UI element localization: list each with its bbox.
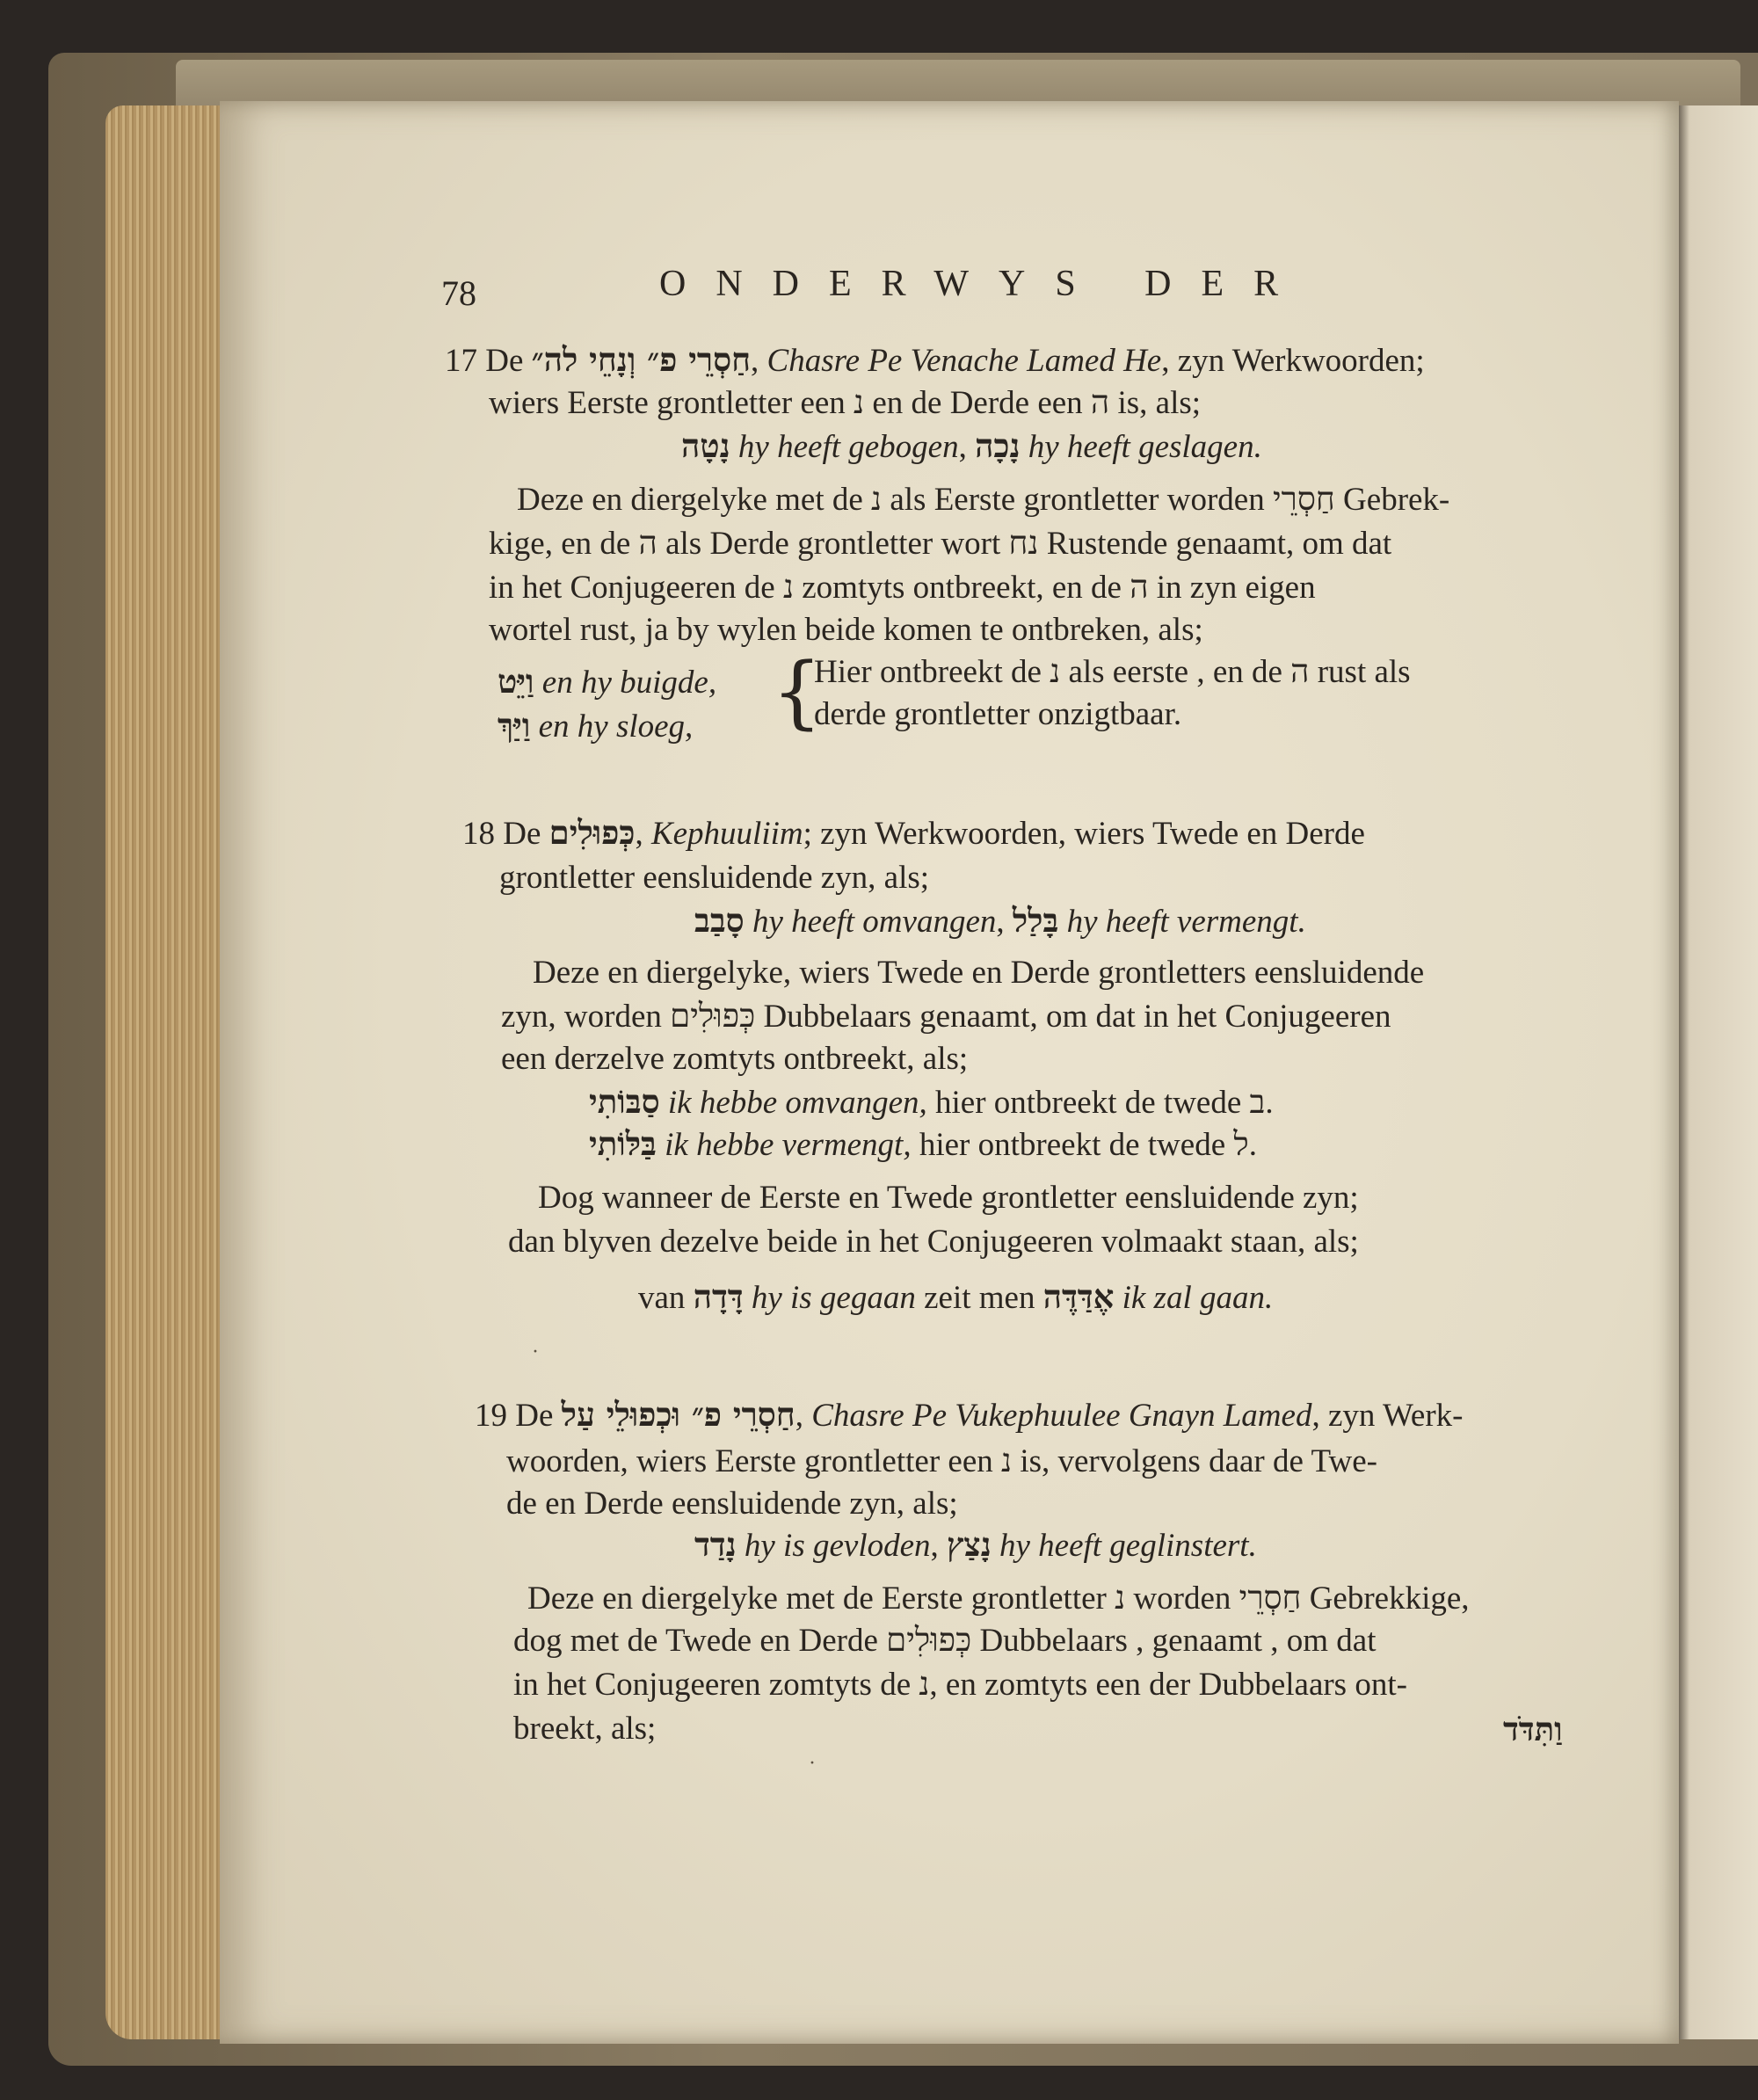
section-19-line-1: 19 De חַסְרֵי פ״ וּכְפוּלֵי עַל, Chasre Pe Vukephuulee Gnayn Lamed, zyn Werk- <box>475 1395 1464 1434</box>
example-translation: ik hebbe vermengt, <box>665 1127 912 1163</box>
example-translation: hy heeft vermengt. <box>1066 904 1306 940</box>
section-17-para-line-1: Deze en diergelyke met de נ als Eerste grontletter worden חַסְרֵי Gebrek- <box>517 482 1450 518</box>
line-tail: , zyn Werk- <box>1311 1398 1464 1434</box>
book-page <box>220 101 1679 2044</box>
section-17-para-line-4: wortel rust, ja by wylen beide komen te ontbreken, als; <box>489 612 1203 648</box>
section-18-para-line-3: een derzelve zomtyts ontbreekt, als; <box>501 1041 969 1077</box>
hebrew-example: וַיֵּט <box>498 662 534 701</box>
hebrew-example: סָבַב <box>694 901 745 940</box>
example-translation: en hy buigde, <box>541 665 717 701</box>
section-18-line-1: 18 De כְּפוּלִים, Kephuuliim; zyn Werkwoorden, wiers Twede en Derde <box>462 813 1365 852</box>
transliteration: Kephuuliim <box>650 816 803 852</box>
page-edges <box>105 105 229 2039</box>
section-19-line-2: woorden, wiers Eerste grontletter een נ is, vervolgens daar de Twe- <box>506 1443 1377 1479</box>
transliteration: Chasre Pe Vukephuulee Gnayn Lamed <box>811 1398 1312 1434</box>
section-18-examples: סָבַב hy heeft omvangen, בָּלַל hy heeft vermengt. <box>694 901 1306 940</box>
section-18-example-1 <box>589 1082 1274 1123</box>
example-translation: hy heeft geglinstert. <box>999 1528 1257 1564</box>
line-tail: , zyn Werkwoorden; <box>1161 343 1425 379</box>
section-17-line-1: 17 De חַסְרֵי פ״ וְנָחֵי לה״, Chasre Pe Venache Lamed He, zyn Werkwoorden; <box>445 340 1425 379</box>
brace-note-line-2: derde grontletter onzigtbaar. <box>814 696 1182 732</box>
example-translation: hy is gevloden <box>744 1528 931 1564</box>
section-number: 18 <box>462 816 495 852</box>
example-translation: hy heeft gebogen <box>737 429 959 465</box>
section-18-para-line-1: Deze en diergelyke, wiers Twede en Derde grontletters eensluidende <box>533 955 1425 991</box>
word-van: van <box>638 1280 686 1316</box>
ink-speck: · <box>532 1341 539 1363</box>
section-17-para-line-2: kige, en de ה als Derde grontletter wort נח Rustende genaamt, om dat <box>489 526 1392 562</box>
hebrew-example: סַבּוֹתִי <box>589 1082 660 1121</box>
section-18-example-2 <box>589 1124 1257 1165</box>
hebrew-example: נָכָה <box>975 426 1021 465</box>
hebrew-term: חַסְרֵי פ״ וּכְפוּלֵי עַל <box>561 1395 795 1434</box>
ink-speck: · <box>809 1752 816 1775</box>
catchword: וַתִּדֹּד <box>1503 1710 1563 1748</box>
hebrew-example: בַּלּוֹתִי <box>589 1124 657 1163</box>
hebrew-term: חַסְרֵי פ״ וְנָחֵי לה״ <box>531 340 752 379</box>
example-note: hier ontbreekt de twede ב. <box>935 1085 1274 1121</box>
hebrew-example: נָצַץ <box>947 1525 992 1564</box>
brace-note-line-1: Hier ontbreekt de נ als eerste , en de ה rust als <box>814 654 1411 690</box>
section-18-para-line-2: zyn, worden כְּפוּלִים Dubbelaars genaamt, om dat in het Conjugeeren <box>501 999 1391 1035</box>
section-19-para-line-4: breekt, als; <box>513 1711 657 1747</box>
page-number: 78 <box>441 273 476 313</box>
section-18-para2-line-1: Dog wanneer de Eerste en Twede grontletter eensluidende zyn; <box>538 1180 1359 1216</box>
hebrew-term: כְּפוּלִים <box>548 813 636 852</box>
example-translation: hy is gegaan <box>751 1280 916 1316</box>
example-translation: ik zal gaan. <box>1122 1280 1274 1316</box>
brace-example-1 <box>498 662 716 702</box>
section-de: De <box>515 1398 554 1434</box>
example-translation: hy heeft omvangen <box>752 904 997 940</box>
brace-example-2 <box>498 706 693 746</box>
section-de: De <box>485 343 524 379</box>
section-number: 17 <box>445 343 477 379</box>
section-19-para-line-1: Deze en diergelyke met de Eerste grontletter נ worden חַסְרֵי Gebrekkige, <box>527 1580 1470 1617</box>
hebrew-example: דָּדָה <box>693 1277 744 1316</box>
section-de: De <box>503 816 541 852</box>
hebrew-example: אֶדַּדֶּה <box>1042 1277 1115 1316</box>
hebrew-example: נָטָה <box>681 426 730 465</box>
section-18-gaan-example <box>638 1277 1273 1318</box>
section-17-examples: נָטָה hy heeft gebogen, נָכָה hy heeft geslagen. <box>681 426 1262 465</box>
section-19-para-line-3: in het Conjugeeren zomtyts de נ, en zomtyts een der Dubbelaars ont- <box>513 1667 1407 1703</box>
hebrew-example: וַיַּךְ <box>498 706 531 745</box>
facing-page-edge <box>1674 105 1758 2039</box>
example-translation: ik hebbe omvangen, <box>667 1085 927 1121</box>
example-note: hier ontbreekt de twede ל. <box>919 1127 1257 1163</box>
section-number: 19 <box>475 1398 507 1434</box>
section-19-line-3: de en Derde eensluidende zyn, als; <box>506 1486 958 1522</box>
section-17-line-2: wiers Eerste grontletter een נ en de Derde een ה is, als; <box>489 385 1202 421</box>
section-19-examples: נָדַד hy is gevloden, נָצַץ hy heeft geglinstert. <box>694 1525 1257 1564</box>
running-title: ONDERWYS DER <box>659 264 1309 304</box>
curly-brace: { <box>772 646 823 738</box>
section-18-line-2: grontletter eensluidende zyn, als; <box>499 860 930 896</box>
hebrew-example: נָדַד <box>694 1525 737 1564</box>
hebrew-example: בָּלַל <box>1012 901 1059 940</box>
section-19-para-line-2: dog met de Twede en Derde כְּפוּלִים Dubbelaars , genaamt , om dat <box>513 1623 1377 1659</box>
section-18-para2-line-2: dan blyven dezelve beide in het Conjugeeren volmaakt staan, als; <box>508 1224 1359 1260</box>
section-17-para-line-3: in het Conjugeeren de נ zomtyts ontbreekt, en de ה in zyn eigen <box>489 570 1316 606</box>
example-translation: en hy sloeg, <box>538 708 694 745</box>
transliteration: Chasre Pe Venache Lamed He <box>766 343 1162 379</box>
line-tail: ; zyn Werkwoorden, wiers Twede en Derde <box>803 816 1365 852</box>
word-zeit-men: zeit men <box>924 1280 1035 1316</box>
example-translation: hy heeft geslagen. <box>1028 429 1262 465</box>
